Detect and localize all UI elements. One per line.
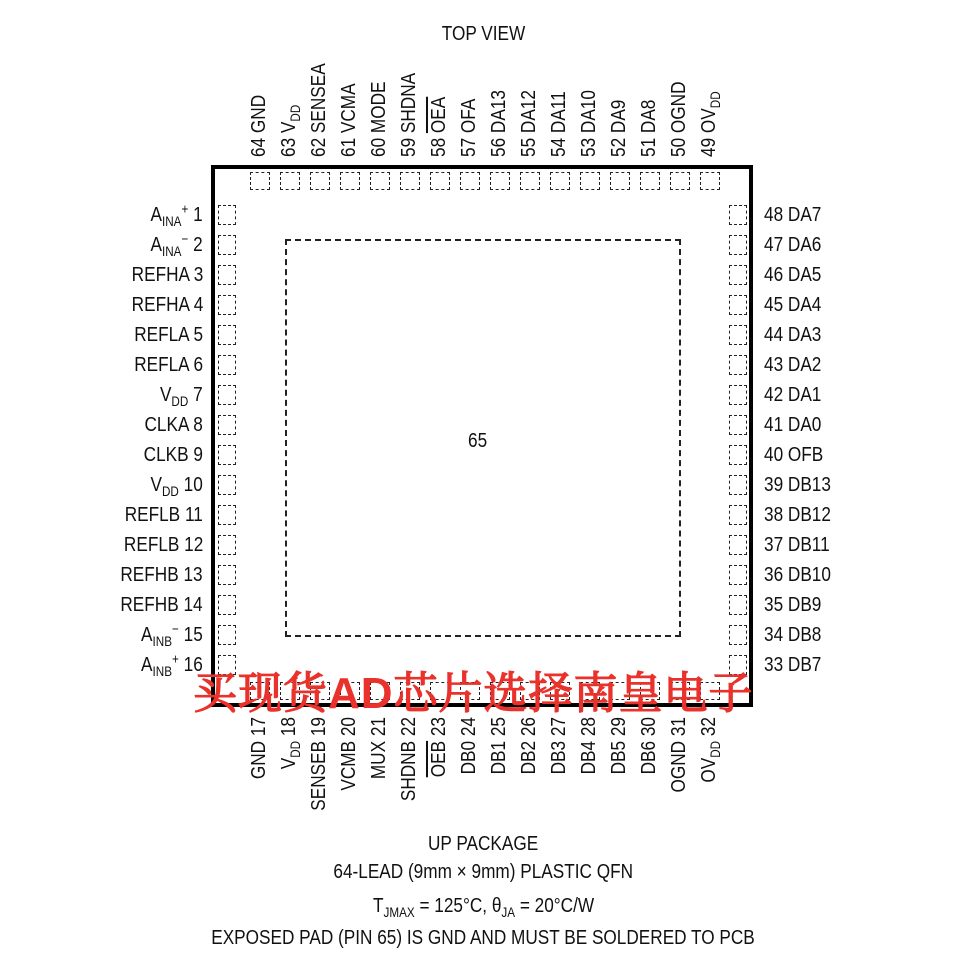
bottom-pin-number: 25 (488, 717, 510, 737)
right-pin-name: DB12 (787, 504, 831, 526)
left-pin-number: 13 (183, 564, 203, 586)
left-pin-label (131, 265, 203, 285)
right-pin-number: 37 (764, 534, 784, 556)
left-pin-label (160, 384, 203, 409)
pin-pad-6 (218, 355, 236, 375)
watermark-text: 买现货AD芯片选择南皇电子 (193, 669, 754, 718)
pin-pad-47 (729, 235, 747, 255)
right-pin-name: DA2 (787, 354, 822, 376)
left-pin-label (131, 295, 203, 315)
package-name: UP PACKAGE (428, 833, 539, 855)
pin-pad-48 (729, 205, 747, 225)
top-pin-number: 55 (518, 137, 540, 157)
pin-pad-41 (729, 415, 747, 435)
top-pin-label (579, 90, 599, 157)
bottom-pin-label (698, 717, 723, 783)
left-pin-superscript: + (172, 651, 180, 667)
right-pin-label (764, 505, 831, 525)
bottom-pin-number: 27 (548, 717, 570, 737)
top-pin-name: OFA (458, 98, 480, 134)
bottom-pin-name: SHDNB (398, 740, 420, 802)
top-pin-label (639, 100, 659, 157)
right-pin-label (764, 565, 831, 585)
pin-pad-10 (218, 475, 236, 495)
bottom-pin-name: MUX (368, 740, 390, 780)
pin-pad-9 (218, 445, 236, 465)
right-pin-number: 38 (764, 504, 784, 526)
bottom-pin-subscript: DD (288, 740, 303, 758)
top-pin-number: 52 (608, 137, 630, 157)
top-pin-number: 57 (458, 137, 480, 157)
left-pin-name: REFLB (123, 534, 180, 556)
pin-pad-55 (520, 172, 540, 190)
pin-pad-8 (218, 415, 236, 435)
theta-subscript: JA (501, 905, 516, 920)
top-pin-number: 63 (278, 137, 300, 157)
thermal-spec (0, 895, 967, 920)
bottom-pin-number: 30 (638, 717, 660, 737)
bottom-pin-name: DB3 (548, 740, 570, 775)
top-pin-number: 51 (638, 137, 660, 157)
bottom-pin-name: V (278, 757, 300, 770)
pin-pad-15 (218, 625, 236, 645)
top-pin-number: 58 (428, 137, 450, 157)
tj-value: = 125°C, (414, 895, 492, 917)
right-pin-label (764, 235, 821, 255)
left-pin-name: A (141, 624, 153, 646)
exposed-pad-number: 65 (468, 430, 488, 452)
top-pin-label (429, 97, 449, 157)
right-pin-number: 48 (764, 204, 784, 226)
bottom-pin-label (369, 717, 389, 779)
left-pin-label (150, 231, 203, 259)
pin-pad-49 (700, 172, 720, 190)
right-pin-label (764, 595, 821, 615)
left-pin-name: REFHB (120, 594, 180, 616)
pin-pad-14 (218, 595, 236, 615)
left-pin-superscript: − (172, 621, 180, 637)
pin-pad-4 (218, 295, 236, 315)
top-pin-name: GND (248, 94, 270, 134)
right-pin-number: 34 (764, 624, 784, 646)
right-pin-number: 47 (764, 234, 784, 256)
top-pin-label (489, 90, 509, 157)
left-pin-label (121, 565, 203, 585)
left-pin-superscript: − (181, 231, 189, 247)
left-pin-number: 14 (183, 594, 203, 616)
theta-value: = 20°C/W (515, 895, 595, 917)
left-pin-number: 3 (193, 264, 203, 286)
pin-pad-56 (490, 172, 510, 190)
bottom-pin-name: DB0 (458, 740, 480, 775)
pin-pad-13 (218, 565, 236, 585)
left-pin-name: CLKB (143, 444, 189, 466)
top-pin-number: 59 (398, 137, 420, 157)
top-pin-name: OV (698, 108, 720, 134)
left-pin-label (134, 355, 203, 375)
pin-pad-1 (218, 205, 236, 225)
theta-symbol: θ (491, 895, 502, 917)
pin-pad-3 (218, 265, 236, 285)
right-pin-number: 36 (764, 564, 784, 586)
left-pin-superscript: + (181, 201, 189, 217)
pin-pad-64 (250, 172, 270, 190)
top-pin-label (459, 99, 479, 157)
bottom-pin-number: 20 (338, 717, 360, 737)
pin-pad-57 (460, 172, 480, 190)
left-pin-number: 12 (183, 534, 203, 556)
top-pin-name: DA9 (608, 99, 630, 134)
top-pin-name: SENSEA (308, 63, 330, 134)
left-pin-number: 4 (193, 294, 203, 316)
left-pin-number: 6 (193, 354, 203, 376)
bottom-pin-label (579, 717, 599, 774)
bottom-pin-number: 22 (398, 717, 420, 737)
pin-pad-52 (610, 172, 630, 190)
right-pin-label (764, 205, 821, 225)
top-pin-number: 60 (368, 137, 390, 157)
top-pin-label (549, 91, 569, 157)
diagram-title: TOP VIEW (441, 23, 526, 45)
left-pin-number: 15 (183, 624, 203, 646)
top-pin-label (698, 91, 723, 157)
right-pin-name: DA6 (787, 234, 822, 256)
pin-pad-43 (729, 355, 747, 375)
left-pin-name: REFLA (134, 324, 189, 346)
top-pin-name: DA8 (638, 99, 660, 134)
right-pin-number: 45 (764, 294, 784, 316)
left-pin-name: REFLA (134, 354, 189, 376)
top-pin-subscript: DD (288, 104, 303, 122)
right-pin-label (764, 295, 821, 315)
top-pin-label (669, 81, 689, 157)
right-pin-number: 40 (764, 444, 784, 466)
right-pin-number: 33 (764, 654, 784, 676)
left-pin-subscript: INB (152, 634, 173, 649)
pin-pad-46 (729, 265, 747, 285)
bottom-pin-label (609, 717, 629, 774)
right-pin-label (764, 535, 830, 555)
pin-pad-45 (729, 295, 747, 315)
left-pin-number: 8 (193, 414, 203, 436)
right-pin-name: DA5 (787, 264, 822, 286)
left-pin-name: V (150, 474, 163, 496)
bottom-pin-name: DB5 (608, 740, 630, 775)
bottom-pin-label (519, 717, 539, 774)
right-pin-name: DB7 (787, 654, 822, 676)
top-pin-number: 50 (668, 137, 690, 157)
top-pin-number: 56 (488, 137, 510, 157)
right-pin-name: DB13 (787, 474, 831, 496)
top-pin-number: 64 (248, 137, 270, 157)
bottom-pin-name: OGND (668, 740, 690, 793)
right-pin-number: 35 (764, 594, 784, 616)
left-pin-label (121, 595, 203, 615)
pin-pad-51 (640, 172, 660, 190)
left-pin-subscript: INB (152, 664, 173, 679)
right-pin-name: DA0 (787, 414, 822, 436)
top-pin-name: $\overline{OEA}$ (428, 96, 450, 134)
bottom-pin-name: SENSEB (308, 740, 330, 811)
left-pin-name: A (150, 204, 163, 226)
pin-pad-11 (218, 505, 236, 525)
pin-pad-12 (218, 535, 236, 555)
pin-pad-50 (670, 172, 690, 190)
top-pin-label (369, 81, 389, 157)
pin-pad-60 (370, 172, 390, 190)
tj-symbol: T (372, 895, 384, 917)
bottom-pin-number: 19 (308, 717, 330, 737)
top-pin-label (399, 73, 419, 157)
left-pin-name: REFLB (124, 504, 181, 526)
bottom-pin-name: VCMB (338, 740, 360, 791)
left-pin-subscript: INA (162, 244, 182, 259)
top-pin-name: VCMA (338, 83, 360, 134)
top-pin-name: OGND (668, 81, 690, 134)
top-pin-label (339, 83, 359, 157)
left-pin-subscript: INA (162, 214, 182, 229)
left-pin-number: 10 (183, 474, 203, 496)
left-pin-number: 9 (193, 444, 203, 466)
left-pin-name: A (141, 654, 153, 676)
pin-pad-42 (729, 385, 747, 405)
bottom-pin-label (278, 717, 303, 770)
package-description: 64-LEAD (9mm × 9mm) PLASTIC QFN (333, 861, 634, 883)
top-pin-number: 54 (548, 137, 570, 157)
bottom-pin-label (459, 717, 479, 774)
bottom-pin-name: DB1 (488, 740, 510, 775)
left-pin-label (125, 505, 203, 525)
top-pin-name: DA13 (488, 90, 510, 134)
top-pin-name: DA12 (518, 90, 540, 134)
bottom-pin-name: DB2 (518, 740, 540, 775)
pin-pad-53 (580, 172, 600, 190)
tj-subscript: JMAX (383, 905, 415, 920)
pin-pad-2 (218, 235, 236, 255)
left-pin-number: 5 (193, 324, 203, 346)
left-pin-subscript: DD (171, 394, 189, 409)
left-pin-label (141, 621, 203, 649)
pin-pad-34 (729, 625, 747, 645)
left-pin-name: V (160, 384, 172, 406)
top-pin-name: V (278, 121, 300, 134)
bottom-pin-name: DB6 (638, 740, 660, 775)
left-pin-subscript: DD (162, 484, 180, 499)
bottom-pin-label (339, 717, 359, 791)
pin-pad-5 (218, 325, 236, 345)
right-pin-label (764, 445, 823, 465)
pin-pad-44 (729, 325, 747, 345)
left-pin-label (150, 201, 203, 229)
top-pin-label (609, 100, 629, 157)
top-pin-name: DA10 (578, 90, 600, 134)
right-pin-number: 46 (764, 264, 784, 286)
pin-pad-39 (729, 475, 747, 495)
bottom-pin-number: 24 (458, 717, 480, 737)
pin-pad-38 (729, 505, 747, 525)
bottom-pin-label (399, 717, 419, 801)
bottom-pin-label (249, 717, 269, 779)
bottom-pin-label (429, 717, 449, 777)
top-pin-number: 49 (698, 137, 720, 157)
left-pin-label (144, 445, 203, 465)
left-pin-name: REFHA (131, 294, 189, 316)
right-pin-label (764, 265, 821, 285)
bottom-pin-number: 23 (428, 717, 450, 737)
exposed-pad-note: EXPOSED PAD (PIN 65) IS GND AND MUST BE SOLDERED TO PCB (211, 927, 756, 949)
left-pin-label (134, 325, 203, 345)
bottom-pin-number: 29 (608, 717, 630, 737)
top-pin-label (278, 104, 303, 157)
top-pin-number: 61 (338, 137, 360, 157)
top-pin-number: 62 (308, 137, 330, 157)
top-pin-name: DA11 (548, 91, 570, 134)
bottom-pin-number: 28 (578, 717, 600, 737)
right-pin-label (764, 355, 821, 375)
top-pin-name: SHDNA (398, 72, 420, 134)
right-pin-name: DB11 (787, 534, 830, 556)
right-pin-label (764, 385, 821, 405)
left-pin-label (145, 415, 203, 435)
top-pin-name: MODE (368, 81, 390, 134)
bottom-pin-label (309, 717, 329, 811)
right-pin-name: DB10 (787, 564, 831, 586)
bottom-pin-label (639, 717, 659, 774)
pin-pad-37 (729, 535, 747, 555)
right-pin-name: DB8 (787, 624, 822, 646)
bottom-pin-label (489, 717, 509, 774)
left-pin-label (124, 535, 203, 555)
left-pin-number: 1 (193, 204, 203, 226)
bottom-pin-name: DB4 (578, 740, 600, 775)
right-pin-number: 42 (764, 384, 784, 406)
bottom-pin-name: $\overline{OEB}$ (428, 740, 450, 778)
right-pin-number: 39 (764, 474, 784, 496)
top-pin-label (249, 95, 269, 157)
pin-pad-59 (400, 172, 420, 190)
top-pin-label (519, 90, 539, 157)
right-pin-name: DA7 (787, 204, 822, 226)
pin-pad-63 (280, 172, 300, 190)
pin-pad-61 (340, 172, 360, 190)
right-pin-name: DA1 (787, 384, 822, 406)
bottom-pin-subscript: DD (708, 740, 723, 758)
pin-pad-35 (729, 595, 747, 615)
top-pin-label (309, 63, 329, 157)
right-pin-label (764, 415, 821, 435)
pin-pad-36 (729, 565, 747, 585)
bottom-pin-name: OV (698, 757, 720, 783)
bottom-pin-number: 32 (698, 717, 720, 737)
left-pin-number: 16 (183, 654, 203, 676)
right-pin-label (764, 325, 821, 345)
right-pin-number: 41 (764, 414, 784, 436)
pin-pad-54 (550, 172, 570, 190)
bottom-pin-number: 31 (668, 717, 690, 737)
right-pin-number: 43 (764, 354, 784, 376)
bottom-pin-number: 18 (278, 717, 300, 737)
right-pin-label (764, 475, 831, 495)
bottom-pin-label (669, 717, 689, 793)
top-pin-number: 53 (578, 137, 600, 157)
pin-pad-7 (218, 385, 236, 405)
pin-pad-40 (729, 445, 747, 465)
left-pin-label (150, 474, 203, 499)
left-pin-number: 11 (185, 504, 203, 526)
bottom-pin-number: 17 (248, 717, 270, 737)
left-pin-number: 2 (193, 234, 203, 256)
left-pin-name: REFHA (131, 264, 189, 286)
left-pin-number: 7 (193, 384, 203, 406)
left-pin-name: REFHB (120, 564, 180, 586)
bottom-pin-number: 21 (368, 717, 390, 737)
bottom-pin-number: 26 (518, 717, 540, 737)
bottom-pin-label (549, 717, 569, 774)
bottom-pin-name: GND (248, 740, 270, 780)
pin-pad-62 (310, 172, 330, 190)
right-pin-name: DB9 (787, 594, 822, 616)
right-pin-number: 44 (764, 324, 784, 346)
left-pin-name: CLKA (144, 414, 189, 436)
top-pin-subscript: DD (708, 91, 723, 109)
right-pin-name: DA3 (787, 324, 822, 346)
pin-pad-58 (430, 172, 450, 190)
right-pin-name: DA4 (787, 294, 822, 316)
right-pin-name: OFB (787, 444, 824, 466)
left-pin-name: A (150, 234, 163, 256)
right-pin-label (764, 625, 821, 645)
